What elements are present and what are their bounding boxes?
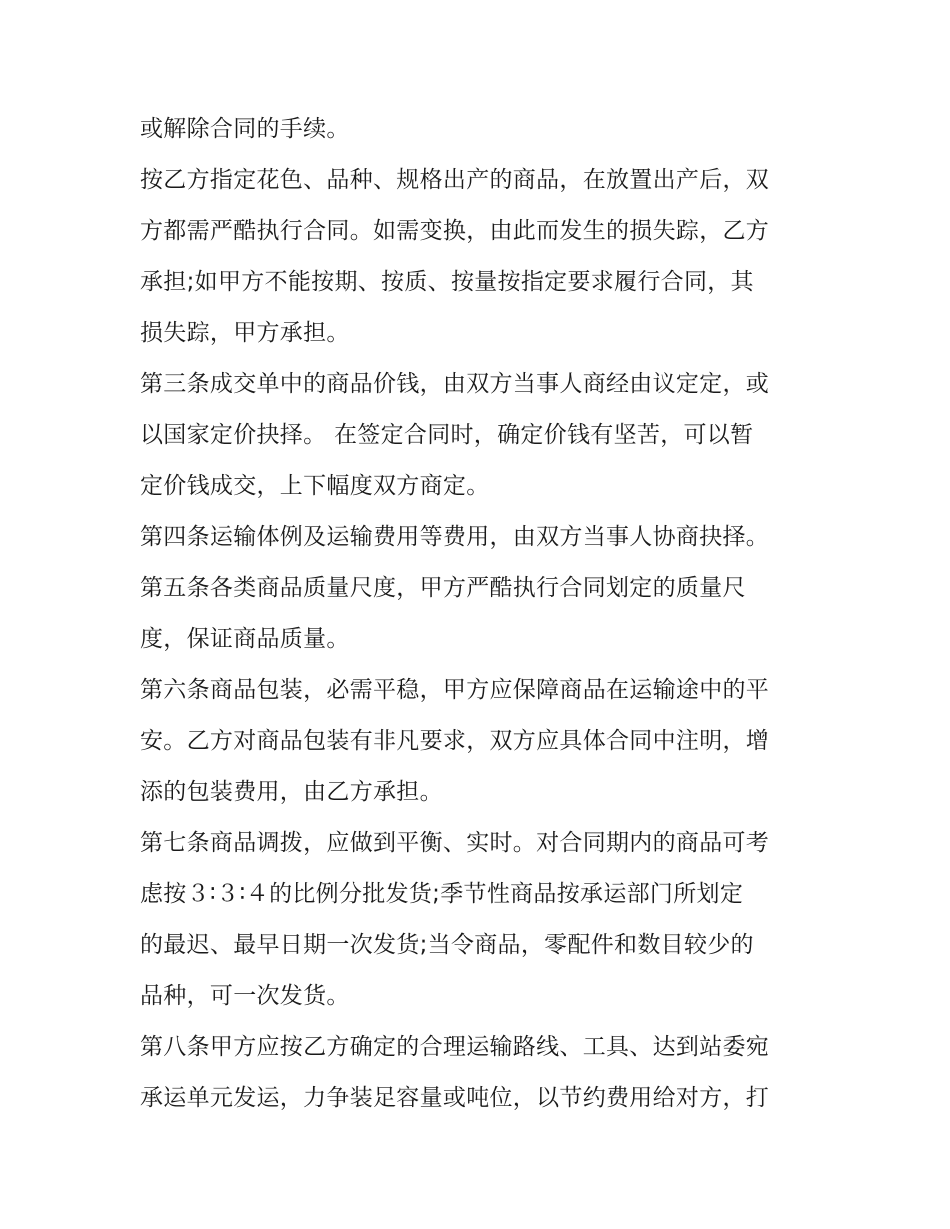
text-line: 第六条商品包装，必需平稳，甲方应保障商品在运输途中的平	[140, 677, 770, 703]
text-line: 度，保证商品质量。	[140, 626, 350, 652]
text-line: 品种，可一次发货。	[140, 983, 350, 1009]
text-line: 安。乙方对商品包装有非凡要求，双方应具体合同中注明，增	[140, 728, 770, 754]
text-line: 承担;如甲方不能按期、按质、按量按指定要求履行合同，其	[140, 269, 754, 295]
text-line: 或解除合同的手续。	[140, 116, 350, 142]
text-line: 承运单元发运，力争装足容量或吨位，以节约费用给对方，打	[140, 1085, 770, 1111]
text-line: 第四条运输体例及运输费用等费用，由双方当事人协商抉择。	[140, 524, 770, 550]
text-line: 定价钱成交，上下幅度双方商定。	[140, 473, 490, 499]
text-line: 损失踪，甲方承担。	[140, 320, 350, 346]
text-line: 第七条商品调拨，应做到平衡、实时。对合同期内的商品可考	[140, 830, 770, 856]
text-line: 的最迟、最早日期一次发货;当令商品，零配件和数目较少的	[140, 932, 754, 958]
text-line: 方都需严酷执行合同。如需变换，由此而发生的损失踪，乙方	[140, 218, 770, 244]
text-line: 以国家定价抉择。 在签定合同时，确定价钱有坚苦，可以暂	[140, 422, 754, 448]
text-line: 虑按３∶３∶４的比例分批发货;季节性商品按承运部门所划定	[140, 881, 744, 907]
document-body	[140, 104, 820, 1124]
text-line: 第八条甲方应按乙方确定的合理运输路线、工具、达到站委宛	[140, 1034, 770, 1060]
text-line: 第五条各类商品质量尺度，甲方严酷执行合同划定的质量尺	[140, 575, 746, 601]
text-line: 第三条成交单中的商品价钱，由双方当事人商经由议定定，或	[140, 371, 770, 397]
text-line: 添的包装费用，由乙方承担。	[140, 779, 443, 805]
text-line: 按乙方指定花色、品种、规格出产的商品，在放置出产后，双	[140, 167, 770, 193]
